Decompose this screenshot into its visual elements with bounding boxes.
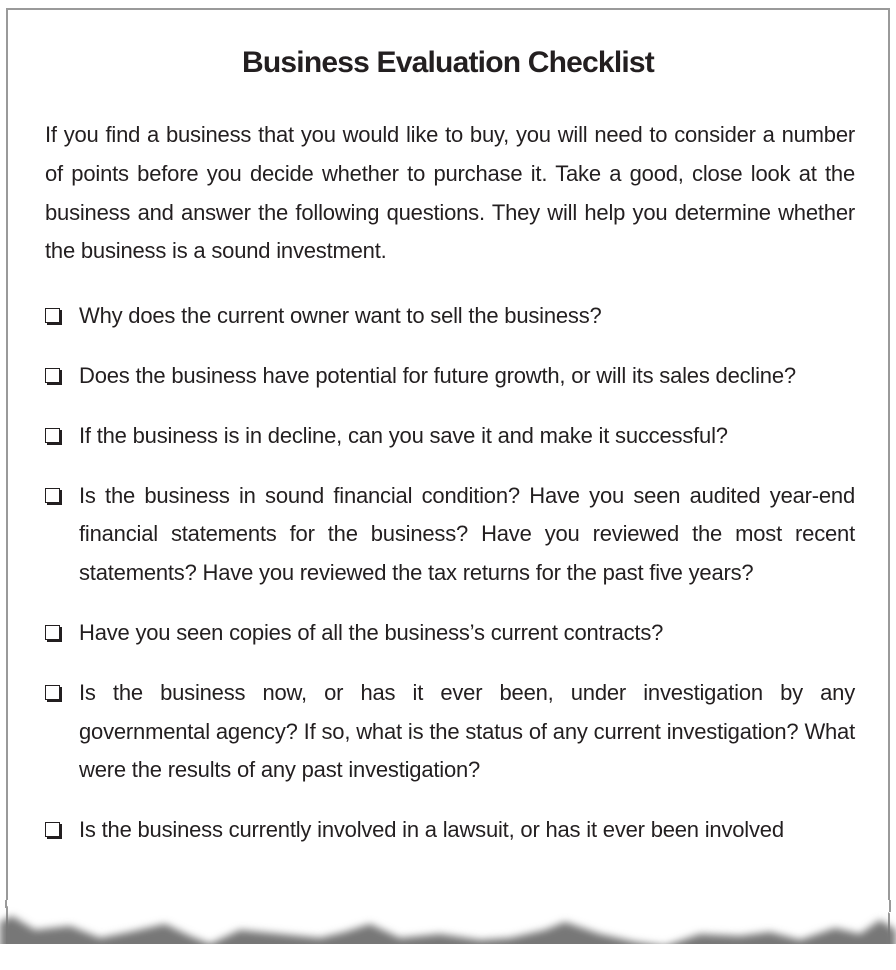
checklist-item: [45, 297, 855, 336]
intro-paragraph: If you find a business that you would like to buy, you will need to consider a number of points before you decide whether to purchase it. Take a good, close look at the business and answer the following questions. They will help you determine whether the business is a sound investment.: [45, 122, 855, 264]
checklist-item: [45, 357, 855, 396]
checklist-page: [6, 8, 890, 968]
item-text: Does the business have potential for future growth, or will its sales decline?: [79, 362, 796, 388]
checklist-item: [45, 417, 855, 456]
item-text: Why does the current owner want to sell the business?: [79, 303, 602, 329]
checkbox-icon[interactable]: [45, 308, 60, 323]
item-text: Is the business currently involved in a lawsuit, or has it ever been involved: [79, 817, 784, 843]
checklist-body: [45, 116, 855, 871]
checklist-item: [45, 477, 855, 593]
checkbox-icon[interactable]: [45, 822, 60, 837]
page-title: Business Evaluation Checklist: [242, 46, 654, 79]
checklist-item: [45, 811, 855, 850]
item-text: If the business is in decline, can you save it and make it successful?: [79, 422, 728, 448]
checkbox-icon[interactable]: [45, 428, 60, 443]
checkbox-icon[interactable]: [45, 488, 60, 503]
checkbox-icon[interactable]: [45, 625, 60, 640]
checkbox-icon[interactable]: [45, 685, 60, 700]
checklist-item: [45, 674, 855, 790]
checklist-item: [45, 614, 855, 653]
item-text: Have you seen copies of all the business’s current contracts?: [79, 619, 664, 645]
item-text: Is the business now, or has it ever been, under investigation by any governmental agency? If so, what is the status of any current investigation? What were the results of any past investigation?: [79, 679, 855, 783]
torn-edge: [0, 900, 896, 970]
checkbox-icon[interactable]: [45, 368, 60, 383]
item-text: Is the business in sound financial condition? Have you seen audited year-end financial statements for the business? Have you reviewed the most recent statements? Have you reviewed the tax returns for the past five years?: [79, 482, 855, 586]
